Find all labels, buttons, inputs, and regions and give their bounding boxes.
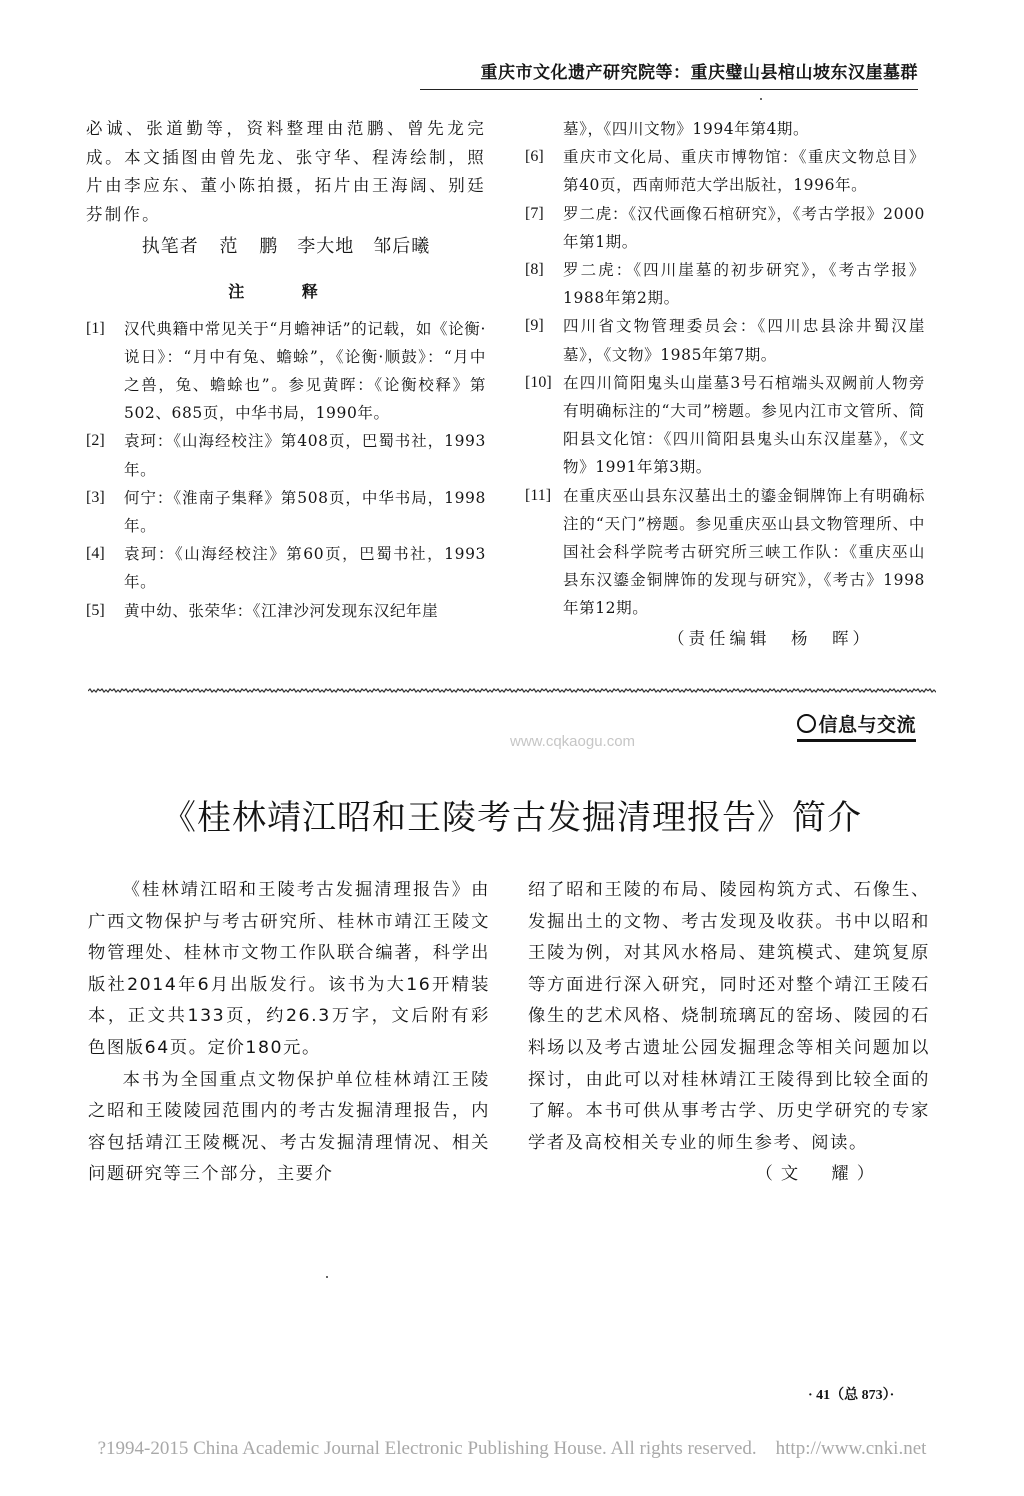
note-number: [4] bbox=[86, 545, 105, 563]
right-column bbox=[525, 115, 925, 653]
article-paragraph-continued: 绍了昭和王陵的布局、陵园构筑方式、石像生、发掘出土的文物、考古发现及收获。书中以昭和王陵为例，对其风水格局、建筑模式、建筑复原等方面进行深入研究，同时还对整个靖江王陵石像生的艺术风格、烧制琉璃瓦的窑场、陵园的石料场以及考古遗址公园发掘理念等相关问题加以探讨，由此可以对桂林靖江王陵得到比较全面的了解。本书可供从事考古学、历史学研究的专家学者及高校相关专业的师生参考、阅读。 bbox=[528, 880, 930, 1153]
print-speck bbox=[760, 98, 762, 100]
note-text: 在四川简阳鬼头山崖墓3号石棺端头双阙前人物旁有明确标注的“大司”榜题。参见内江市文管所、简阳县文化馆：《四川简阳县鬼头山东汉崖墓》，《文物》1991年第3期。 bbox=[563, 373, 925, 477]
authors-line bbox=[86, 233, 486, 262]
note-item bbox=[86, 484, 486, 540]
note-number: [8] bbox=[525, 261, 544, 279]
note-continuation: 墓》，《四川文物》1994年第4期。 bbox=[563, 120, 810, 138]
note-text: 袁珂：《山海经校注》第408页，巴蜀书社，1993年。 bbox=[124, 432, 486, 479]
notes-title: 注 释 bbox=[228, 281, 344, 301]
note-item bbox=[86, 597, 486, 625]
note-text: 四川省文物管理委员会：《四川忠县涂井蜀汉崖墓》，《文物》1985年第7期。 bbox=[563, 317, 925, 364]
note-text: 何宁：《淮南子集释》第508页，中华书局，1998年。 bbox=[124, 488, 486, 535]
article-right-column bbox=[528, 875, 930, 1191]
circle-icon bbox=[797, 714, 816, 733]
article-byline: （文 耀） bbox=[755, 1164, 882, 1185]
section-tag bbox=[797, 710, 916, 742]
note-number: [5] bbox=[86, 601, 105, 619]
article-left-column bbox=[88, 875, 490, 1191]
note-text: 罗二虎：《汉代画像石棺研究》，《考古学报》2000年第1期。 bbox=[563, 204, 925, 251]
authors-label: 执笔者 bbox=[141, 236, 199, 258]
note-number: [11] bbox=[525, 486, 552, 504]
note-item bbox=[525, 482, 925, 623]
running-head: 重庆市文化遗产研究院等：重庆璧山县棺山坡东汉崖墓群 bbox=[420, 58, 918, 90]
note-item bbox=[525, 256, 925, 312]
section-tag-label: 信息与交流 bbox=[818, 714, 916, 736]
note-number: [9] bbox=[525, 317, 544, 335]
left-column bbox=[86, 115, 486, 625]
authors-names: 范 鹏 李大地 邹后曦 bbox=[219, 236, 431, 258]
note-item bbox=[86, 315, 486, 428]
article-paragraph: 本书为全国重点文物保护单位桂林靖江王陵之昭和王陵陵园范围内的考古发掘清理报告，内容包括靖江王陵概况、考古发掘清理情况、相关问题研究等三个部分，主要介 bbox=[88, 1069, 490, 1185]
acknowledgment-paragraph: 必诚、张道勤等，资料整理由范鹏、曾先龙完成。本文插图由曾先龙、张守华、程涛绘制，照片由李应东、董小陈拍摄，拓片由王海阔、别廷芬制作。 bbox=[86, 119, 486, 224]
watermark: www.cqkaogu.com bbox=[510, 733, 636, 750]
note-text: 重庆市文化局、重庆市博物馆：《重庆文物总目》第40页，西南师范大学出版社，1996年。 bbox=[563, 148, 925, 195]
note-number: [3] bbox=[86, 488, 105, 506]
editor-credit: （责任编辑 杨 晖） bbox=[668, 628, 873, 648]
note-item bbox=[525, 143, 925, 199]
note-number: [1] bbox=[86, 319, 105, 337]
note-number: [10] bbox=[525, 373, 552, 391]
note-item bbox=[525, 369, 925, 482]
note-number: [6] bbox=[525, 148, 544, 166]
page-number: · 41（总 873）· bbox=[808, 1388, 895, 1403]
note-item bbox=[525, 312, 925, 368]
note-item bbox=[86, 427, 486, 483]
decorative-divider bbox=[88, 688, 936, 694]
note-text: 罗二虎：《四川崖墓的初步研究》，《考古学报》1988年第2期。 bbox=[563, 261, 925, 308]
copyright-footer: ?1994-2015 China Academic Journal Electronic Publishing House. All rights reserved. http://www.cnki.net bbox=[97, 1438, 927, 1459]
note-text: 袁珂：《山海经校注》第60页，巴蜀书社，1993年。 bbox=[124, 545, 486, 592]
note-item bbox=[86, 540, 486, 596]
article-paragraph: 《桂林靖江昭和王陵考古发掘清理报告》由广西文物保护与考古研究所、桂林市靖江王陵文物管理处、桂林市文物工作队联合编著，科学出版社2014年6月出版发行。该书为大16开精装本，正文共133页，约26.3万字，文后附有彩色图版64页。定价180元。 bbox=[88, 880, 490, 1058]
print-speck bbox=[326, 1276, 328, 1278]
note-text: 汉代典籍中常见关于“月蟾神话”的记载，如《论衡·说日》：“月中有兔、蟾蜍”，《论衡·顺鼓》：“月中之兽，兔、蟾蜍也”。参见黄晖：《论衡校释》第502、685页，中华书局，1990年。 bbox=[124, 319, 486, 423]
article-title: 《桂林靖江昭和王陵考古发掘清理报告》简介 bbox=[162, 798, 862, 838]
note-text: 在重庆巫山县东汉墓出土的鎏金铜牌饰上有明确标注的“天门”榜题。参见重庆巫山县文物管理所、中国社会科学院考古研究所三峡工作队：《重庆巫山县东汉鎏金铜牌饰的发现与研究》，《考古》1998年第12期。 bbox=[563, 486, 925, 618]
note-number: [2] bbox=[86, 432, 105, 450]
note-text: 黄中幼、张荣华：《江津沙河发现东汉纪年崖 bbox=[124, 601, 439, 620]
note-number: [7] bbox=[525, 204, 544, 222]
note-item bbox=[525, 200, 925, 256]
